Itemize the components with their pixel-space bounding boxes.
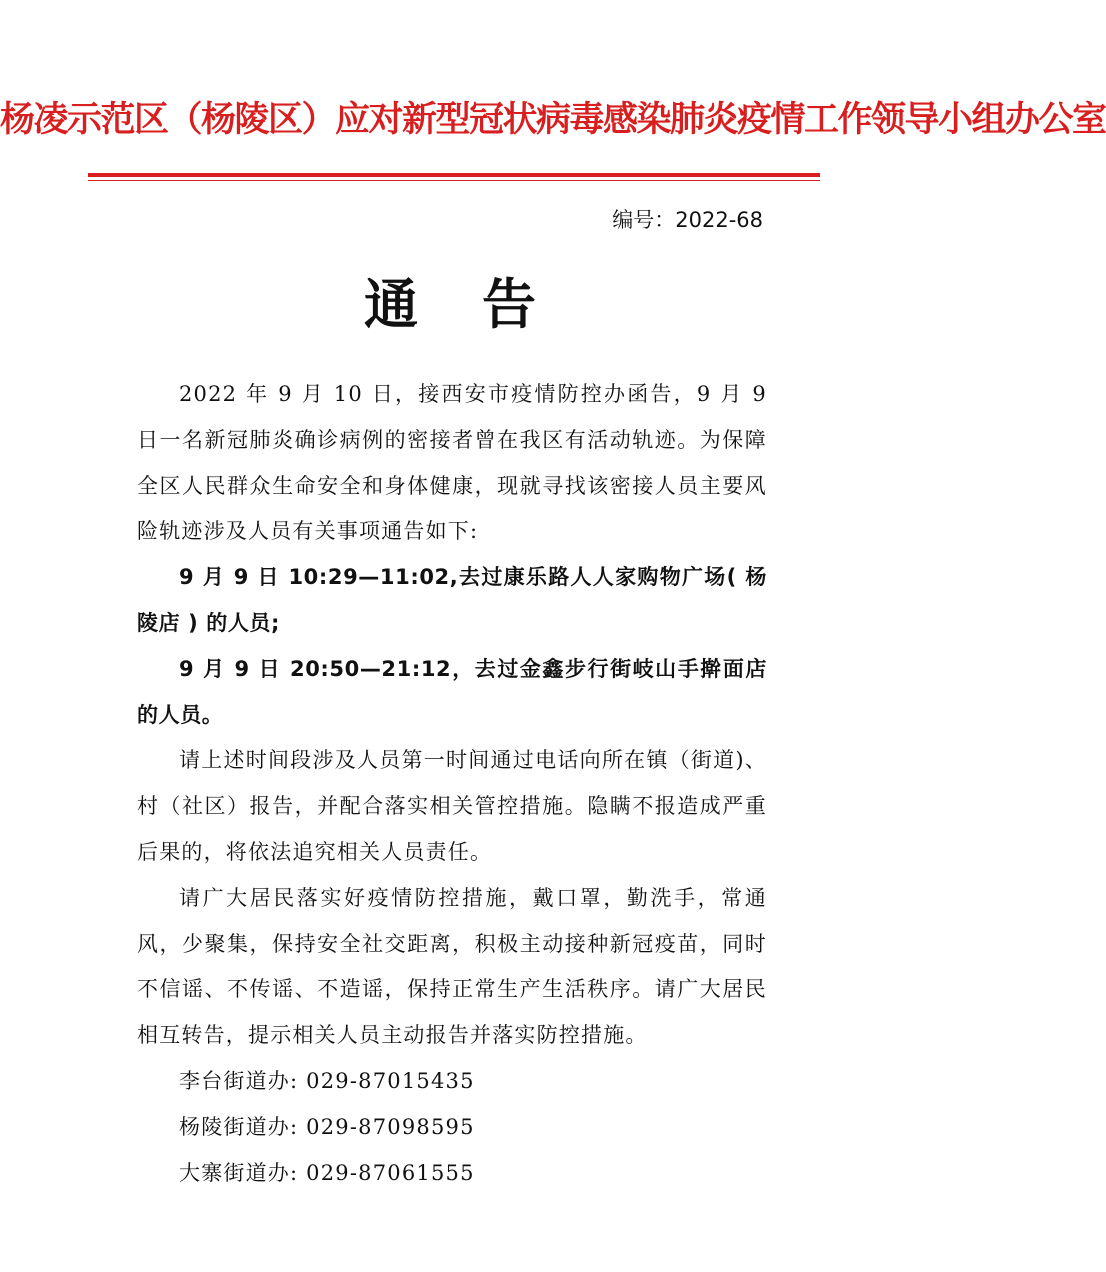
contact-phone: 029-87098595 bbox=[306, 1114, 475, 1139]
trajectory-item-2: 9 月 9 日 20:50—21:12，去过金鑫步行街岐山手擀面店的人员。 bbox=[137, 656, 767, 727]
trajectory-item-1: 9 月 9 日 10:29—11:02,去过康乐路人人家购物广场( 杨陵店 ) 的人员; bbox=[137, 565, 767, 635]
contact-office: 大寨街道办: bbox=[179, 1160, 299, 1185]
contact-office: 杨陵街道办: bbox=[179, 1114, 299, 1139]
contact-line-litai bbox=[137, 1059, 767, 1105]
header-rule-thin bbox=[88, 180, 820, 181]
appeal-paragraph: 请广大居民落实好疫情防控措施，戴口罩，勤洗手，常通风，少聚集，保持安全社交距离，积极主动接种新冠疫苗，同时不信谣、不传谣、不造谣，保持正常生产生活秩序。请广大居民相互转告，提示相关人员主动报告并落实防控措施。 bbox=[137, 885, 767, 1048]
notice-title-char-2: 告 bbox=[482, 273, 536, 336]
header-rule-thick bbox=[88, 173, 820, 177]
contact-phone: 029-87015435 bbox=[306, 1068, 475, 1093]
notice-title-char-1: 通 bbox=[364, 273, 418, 336]
intro-paragraph: 2022 年 9 月 10 日，接西安市疫情防控办函告，9 月 9 日一名新冠肺炎确诊病例的密接者曾在我区有活动轨迹。为保障全区人民群众生命安全和身体健康，现就寻找该密接人员主要风险轨迹涉及人员有关事项通告如下: bbox=[137, 382, 767, 544]
issuing-office-title: 杨凌示范区（杨陵区）应对新型冠状病毒感染肺炎疫情工作领导小组办公室 bbox=[0, 100, 1106, 140]
contact-phone: 029-87061555 bbox=[306, 1160, 475, 1185]
contact-line-yangling bbox=[137, 1105, 767, 1151]
notice-body bbox=[137, 372, 767, 1196]
report-request-paragraph: 请上述时间段涉及人员第一时间通过电话向所在镇（街道)、村（社区）报告，并配合落实相关管控措施。隐瞒不报造成严重后果的，将依法追究相关人员责任。 bbox=[137, 748, 767, 864]
notice-title bbox=[0, 262, 900, 339]
document-number: 编号：2022-68 bbox=[612, 208, 763, 232]
contact-line-dazhai bbox=[137, 1151, 767, 1197]
contact-office: 李台街道办: bbox=[179, 1068, 299, 1093]
